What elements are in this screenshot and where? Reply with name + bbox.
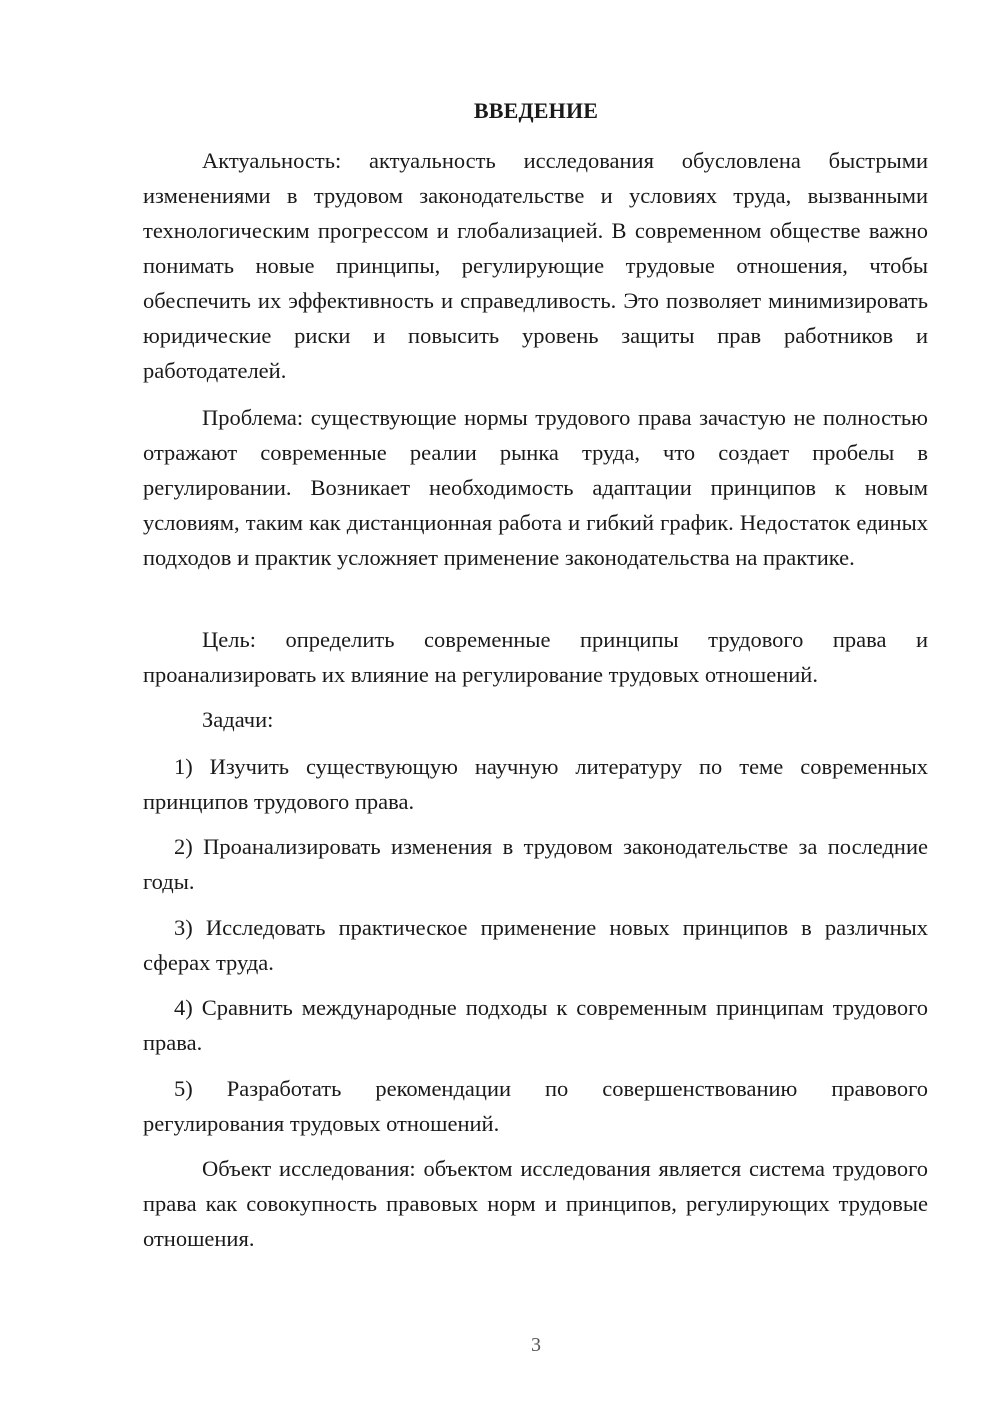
paragraph-relevance: Актуальность: актуальность исследования обусловлена быстрыми изменениями в трудовом законодательстве и условиях труда, вызванными технологическим прогрессом и глобализацией. В современном обществе важно понимать новые принципы, регулирующие трудовые отношения, чтобы обеспечить их эффективность и справедливость. Это позволяет минимизировать юридические риски и повысить уровень защиты прав работников и работодателей.	[143, 148, 928, 383]
task-item-4: 4) Сравнить международные подходы к современным принципам трудового права.	[143, 995, 928, 1055]
task-item-3: 3) Исследовать практическое применение новых принципов в различных сферах труда.	[143, 915, 928, 975]
page-title: ВВЕДЕНИЕ	[473, 98, 599, 123]
page-number: 3	[531, 1334, 541, 1356]
paragraph-problem: Проблема: существующие нормы трудового права зачастую не полностью отражают современные реалии рынка труда, что создает пробелы в регулировании. Возникает необходимость адаптации принципов к новым условиям, таким как дистанционная работа и гибкий график. Недостаток единых подходов и практик усложняет применение законодательства на практике.	[143, 405, 928, 570]
paragraph-tasks-label: Задачи:	[202, 707, 274, 732]
task-item-1: 1) Изучить существующую научную литературу по теме современных принципов трудового права.	[143, 754, 928, 814]
paragraph-goal: Цель: определить современные принципы трудового права и проанализировать их влияние на регулирование трудовых отношений.	[143, 627, 928, 687]
task-item-2: 2) Проанализировать изменения в трудовом законодательстве за последние годы.	[143, 834, 928, 894]
paragraph-research-object: Объект исследования: объектом исследования является система трудового права как совокупность правовых норм и принципов, регулирующих трудовые отношения.	[143, 1156, 928, 1251]
task-item-5: 5) Разработать рекомендации по совершенствованию правового регулирования трудовых отношений.	[143, 1076, 928, 1136]
